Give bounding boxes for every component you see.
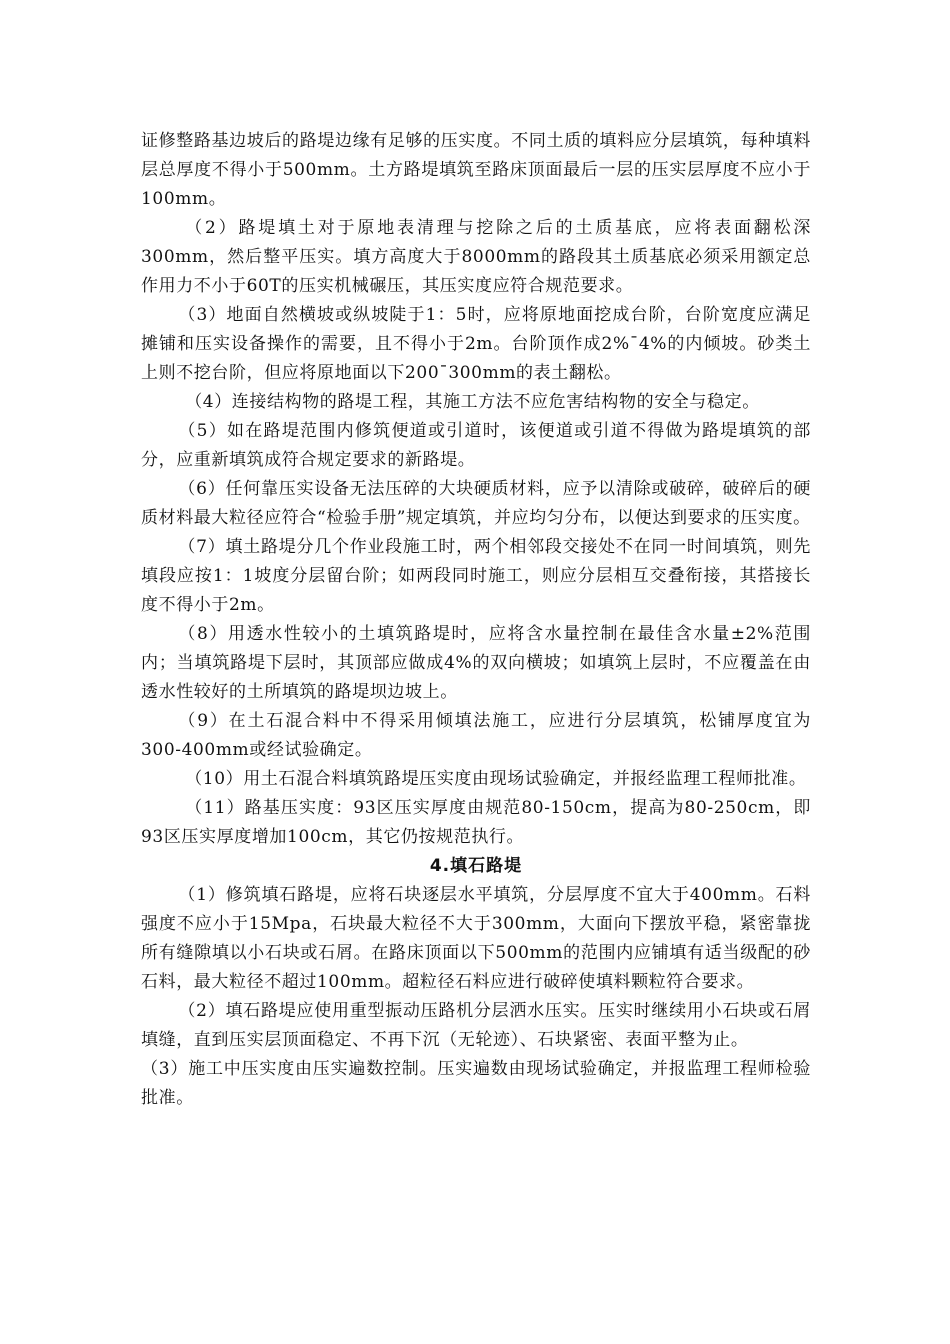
section-paragraph-3: （3）施工中压实度由压实遍数控制。压实遍数由现场试验确定，并报监理工程师检验批准。	[141, 1059, 811, 1108]
section-paragraph-2: （2）填石路堤应使用重型振动压路机分层洒水压实。压实时继续用小石块或石屑填缝，直到压实层顶面稳定、不再下沉（无轮迹）、石块紧密、表面平整为止。	[141, 1001, 811, 1050]
paragraph-item-5: （5）如在路堤范围内修筑便道或引道时，该便道或引道不得做为路堤填筑的部分，应重新填筑成符合规定要求的新路堤。	[141, 421, 811, 470]
section-paragraph-1: （1）修筑填石路堤，应将石块逐层水平填筑，分层厚度不宜大于400mm。石料强度不应小于15Mpa，石块最大粒径不大于300mm，大面向下摆放平稳，紧密靠拢所有缝隙填以小石块或石屑。在路床顶面以下500mm的范围内应铺填有适当级配的砂石料，最大粒径不超过100mm。超粒径石料应进行破碎使填料颗粒符合要求。	[141, 885, 811, 992]
paragraph-continuation: 证修整路基边坡后的路堤边缘有足够的压实度。不同土质的填料应分层填筑，每种填料层总厚度不得小于500mm。土方路堤填筑至路床顶面最后一层的压实层厚度不应小于100mm。	[141, 131, 811, 209]
paragraph-item-10: （10）用土石混合料填筑路堤压实度由现场试验确定，并报经监理工程师批准。	[185, 769, 807, 789]
paragraph-item-6: （6）任何靠压实设备无法压碎的大块硬质材料，应予以清除或破碎，破碎后的硬质材料最大粒径应符合“检验手册”规定填筑，并应均匀分布，以便达到要求的压实度。	[141, 479, 811, 528]
paragraph-item-2: （2）路堤填土对于原地表清理与挖除之后的土质基底，应将表面翻松深300mm，然后整平压实。填方高度大于8000mm的路段其土质基底必须采用额定总作用力不小于60T的压实机械碾压，其压实度应符合规范要求。	[141, 218, 811, 296]
paragraph-item-11: （11）路基压实度：93区压实厚度由规范80-150cm，提高为80-250cm，即93区压实厚度增加100cm，其它仍按规范执行。	[141, 798, 811, 847]
paragraph-item-4: （4）连接结构物的路堤工程，其施工方法不应危害结构物的安全与稳定。	[185, 392, 760, 412]
paragraph-item-9: （9）在土石混合料中不得采用倾填法施工，应进行分层填筑，松铺厚度宜为300-400mm或经试验确定。	[141, 711, 811, 760]
section-heading: 4.填石路堤	[429, 856, 523, 876]
paragraph-item-3: （3）地面自然横坡或纵坡陡于1：5时，应将原地面挖成台阶，台阶宽度应满足摊铺和压实设备操作的需要，且不得小于2m。台阶顶作成2%¯4%的内倾坡。砂类土上则不挖台阶，但应将原地面以下200¯300mm的表土翻松。	[141, 305, 811, 383]
paragraph-item-7: （7）填土路堤分几个作业段施工时，两个相邻段交接处不在同一时间填筑，则先填段应按1：1坡度分层留台阶；如两段同时施工，则应分层相互交叠衔接，其搭接长度不得小于2m。	[141, 537, 811, 615]
document-body	[141, 127, 811, 1113]
paragraph-item-8: （8）用透水性较小的土填筑路堤时，应将含水量控制在最佳含水量±2%范围内；当填筑路堤下层时，其顶部应做成4%的双向横坡；如填筑上层时，不应覆盖在由透水性较好的土所填筑的路堤坝边坡上。	[141, 624, 811, 702]
